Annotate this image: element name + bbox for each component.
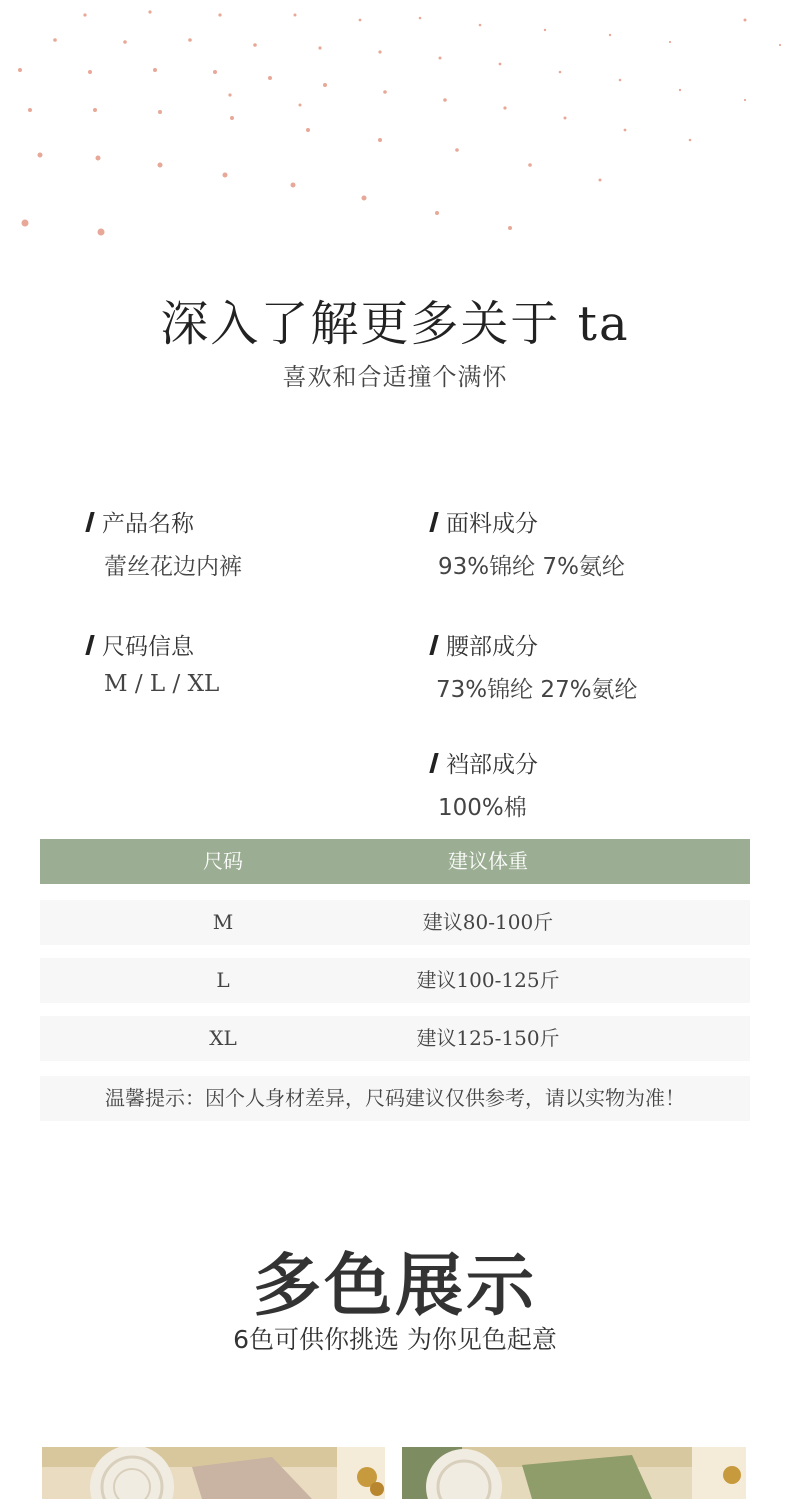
info-label: 产品名称 (102, 511, 194, 537)
colors-title: 多色展示 (252, 1247, 537, 1326)
size-cell: L (216, 968, 230, 992)
info-waist (432, 628, 638, 704)
table-row (40, 900, 750, 945)
info-product-name (88, 505, 242, 581)
size-tip: 温馨提示：因个人身材差异，尺码建议仅供参考，请以实物为准！ (40, 1076, 750, 1121)
info-label: 裆部成分 (446, 752, 538, 778)
weight-cell: 建议100-125斤 (416, 968, 560, 992)
product-photo-beige[interactable] (42, 1447, 385, 1499)
table-row (40, 1016, 750, 1061)
header-size: 尺码 (203, 849, 243, 873)
section-subtitle: 喜欢和合适撞个满怀 (282, 363, 508, 391)
slash-icon (429, 512, 438, 532)
info-value: 73%锦纶 27%氨纶 (436, 677, 638, 703)
weight-cell: 建议125-150斤 (416, 1026, 560, 1050)
info-fabric (432, 505, 625, 581)
table-row (40, 958, 750, 1003)
product-photo-green[interactable] (402, 1447, 746, 1499)
info-value: 93%锦纶 7%氨纶 (438, 554, 625, 580)
size-cell: XL (209, 1026, 237, 1050)
slash-icon (429, 753, 438, 773)
size-table-header (40, 839, 750, 884)
size-cell: M (212, 910, 234, 934)
section-title: 深入了解更多关于 ta (160, 296, 630, 352)
colors-subtitle: 6色可供你挑选 为你见色起意 (233, 1325, 557, 1354)
slash-icon (429, 635, 438, 655)
slash-icon (85, 635, 94, 655)
info-value: 蕾丝花边内裤 (104, 554, 242, 580)
header-weight: 建议体重 (448, 849, 528, 873)
info-label: 尺码信息 (102, 634, 194, 660)
decorative-dots (0, 0, 790, 250)
info-crotch (432, 746, 538, 822)
info-label: 腰部成分 (446, 634, 538, 660)
info-label: 面料成分 (446, 511, 538, 537)
weight-cell: 建议80-100斤 (422, 910, 554, 934)
slash-icon (85, 512, 94, 532)
info-value: 100%棉 (438, 795, 527, 821)
info-size (88, 628, 219, 697)
info-value: M / L / XL (104, 671, 220, 697)
